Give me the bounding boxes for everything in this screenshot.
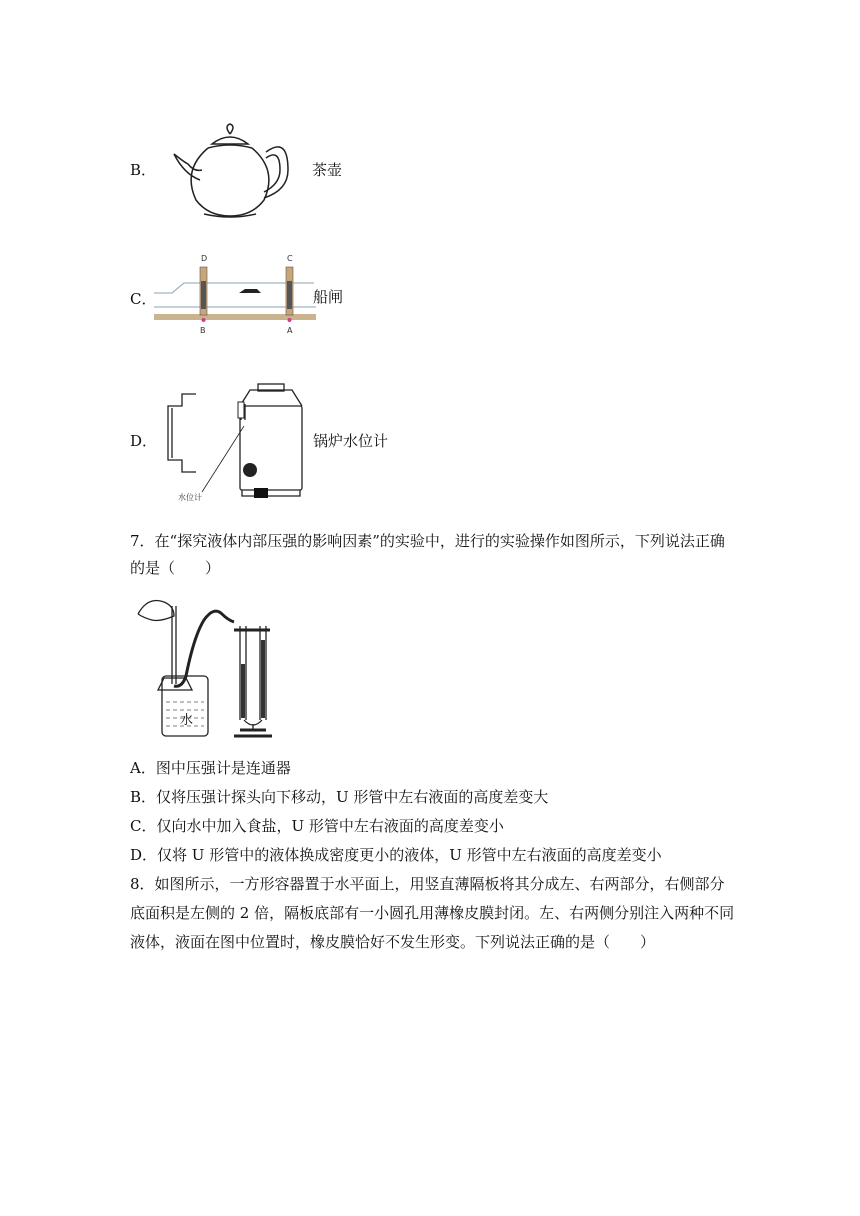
q8-stem-line-1: 8．如图所示，一方形容器置于水平面上，用竖直薄隔板将其分成左、右两部分，右侧部分 — [130, 875, 725, 893]
ship-lock-image — [154, 253, 316, 335]
q8-stem-line-3: 液体，液面在图中位置时，橡皮膜恰好不发生形变。下列说法正确的是（ ） — [130, 933, 656, 951]
pressure-gauge-image — [130, 590, 290, 745]
q7-option-b: B．仅将压强计探头向下移动，U 形管中左右液面的高度差变大 — [130, 788, 549, 806]
option-b-label: B． — [130, 161, 157, 179]
q7-option-c: C．仅向水中加入食盐，U 形管中左右液面的高度差变小 — [130, 817, 504, 835]
lock-letter-b: B — [200, 326, 206, 335]
q7-option-a: A．图中压强计是连通器 — [130, 759, 291, 777]
option-d-caption: 锅炉水位计 — [313, 432, 389, 450]
option-c-label: C． — [130, 290, 157, 308]
q7-option-d: D．仅将 U 形管中的液体换成密度更小的液体，U 形管中左右液面的高度差变小 — [130, 846, 662, 864]
q8-stem-line-2: 底面积是左侧的 2 倍，隔板底部有一小圆孔用薄橡皮膜封闭。左、右两侧分别注入两种不同 — [130, 904, 735, 922]
water-gauge-small-label: 水位计 — [178, 493, 202, 502]
boiler-gauge-image — [162, 366, 310, 504]
lock-letter-d: D — [201, 254, 208, 263]
lock-letter-a: A — [287, 326, 293, 335]
teapot-image — [170, 122, 300, 220]
water-label: 水 — [180, 713, 194, 728]
option-c-caption: 船闸 — [313, 288, 344, 306]
lock-letter-c: C — [287, 254, 293, 263]
option-b-caption: 茶壶 — [312, 161, 343, 179]
q7-stem-line-2: 的是（ ） — [130, 559, 221, 577]
q7-stem-line-1: 7．在“探究液体内部压强的影响因素”的实验中，进行的实验操作如图所示，下列说法正确 — [130, 532, 725, 550]
option-d-label: D． — [130, 432, 158, 450]
